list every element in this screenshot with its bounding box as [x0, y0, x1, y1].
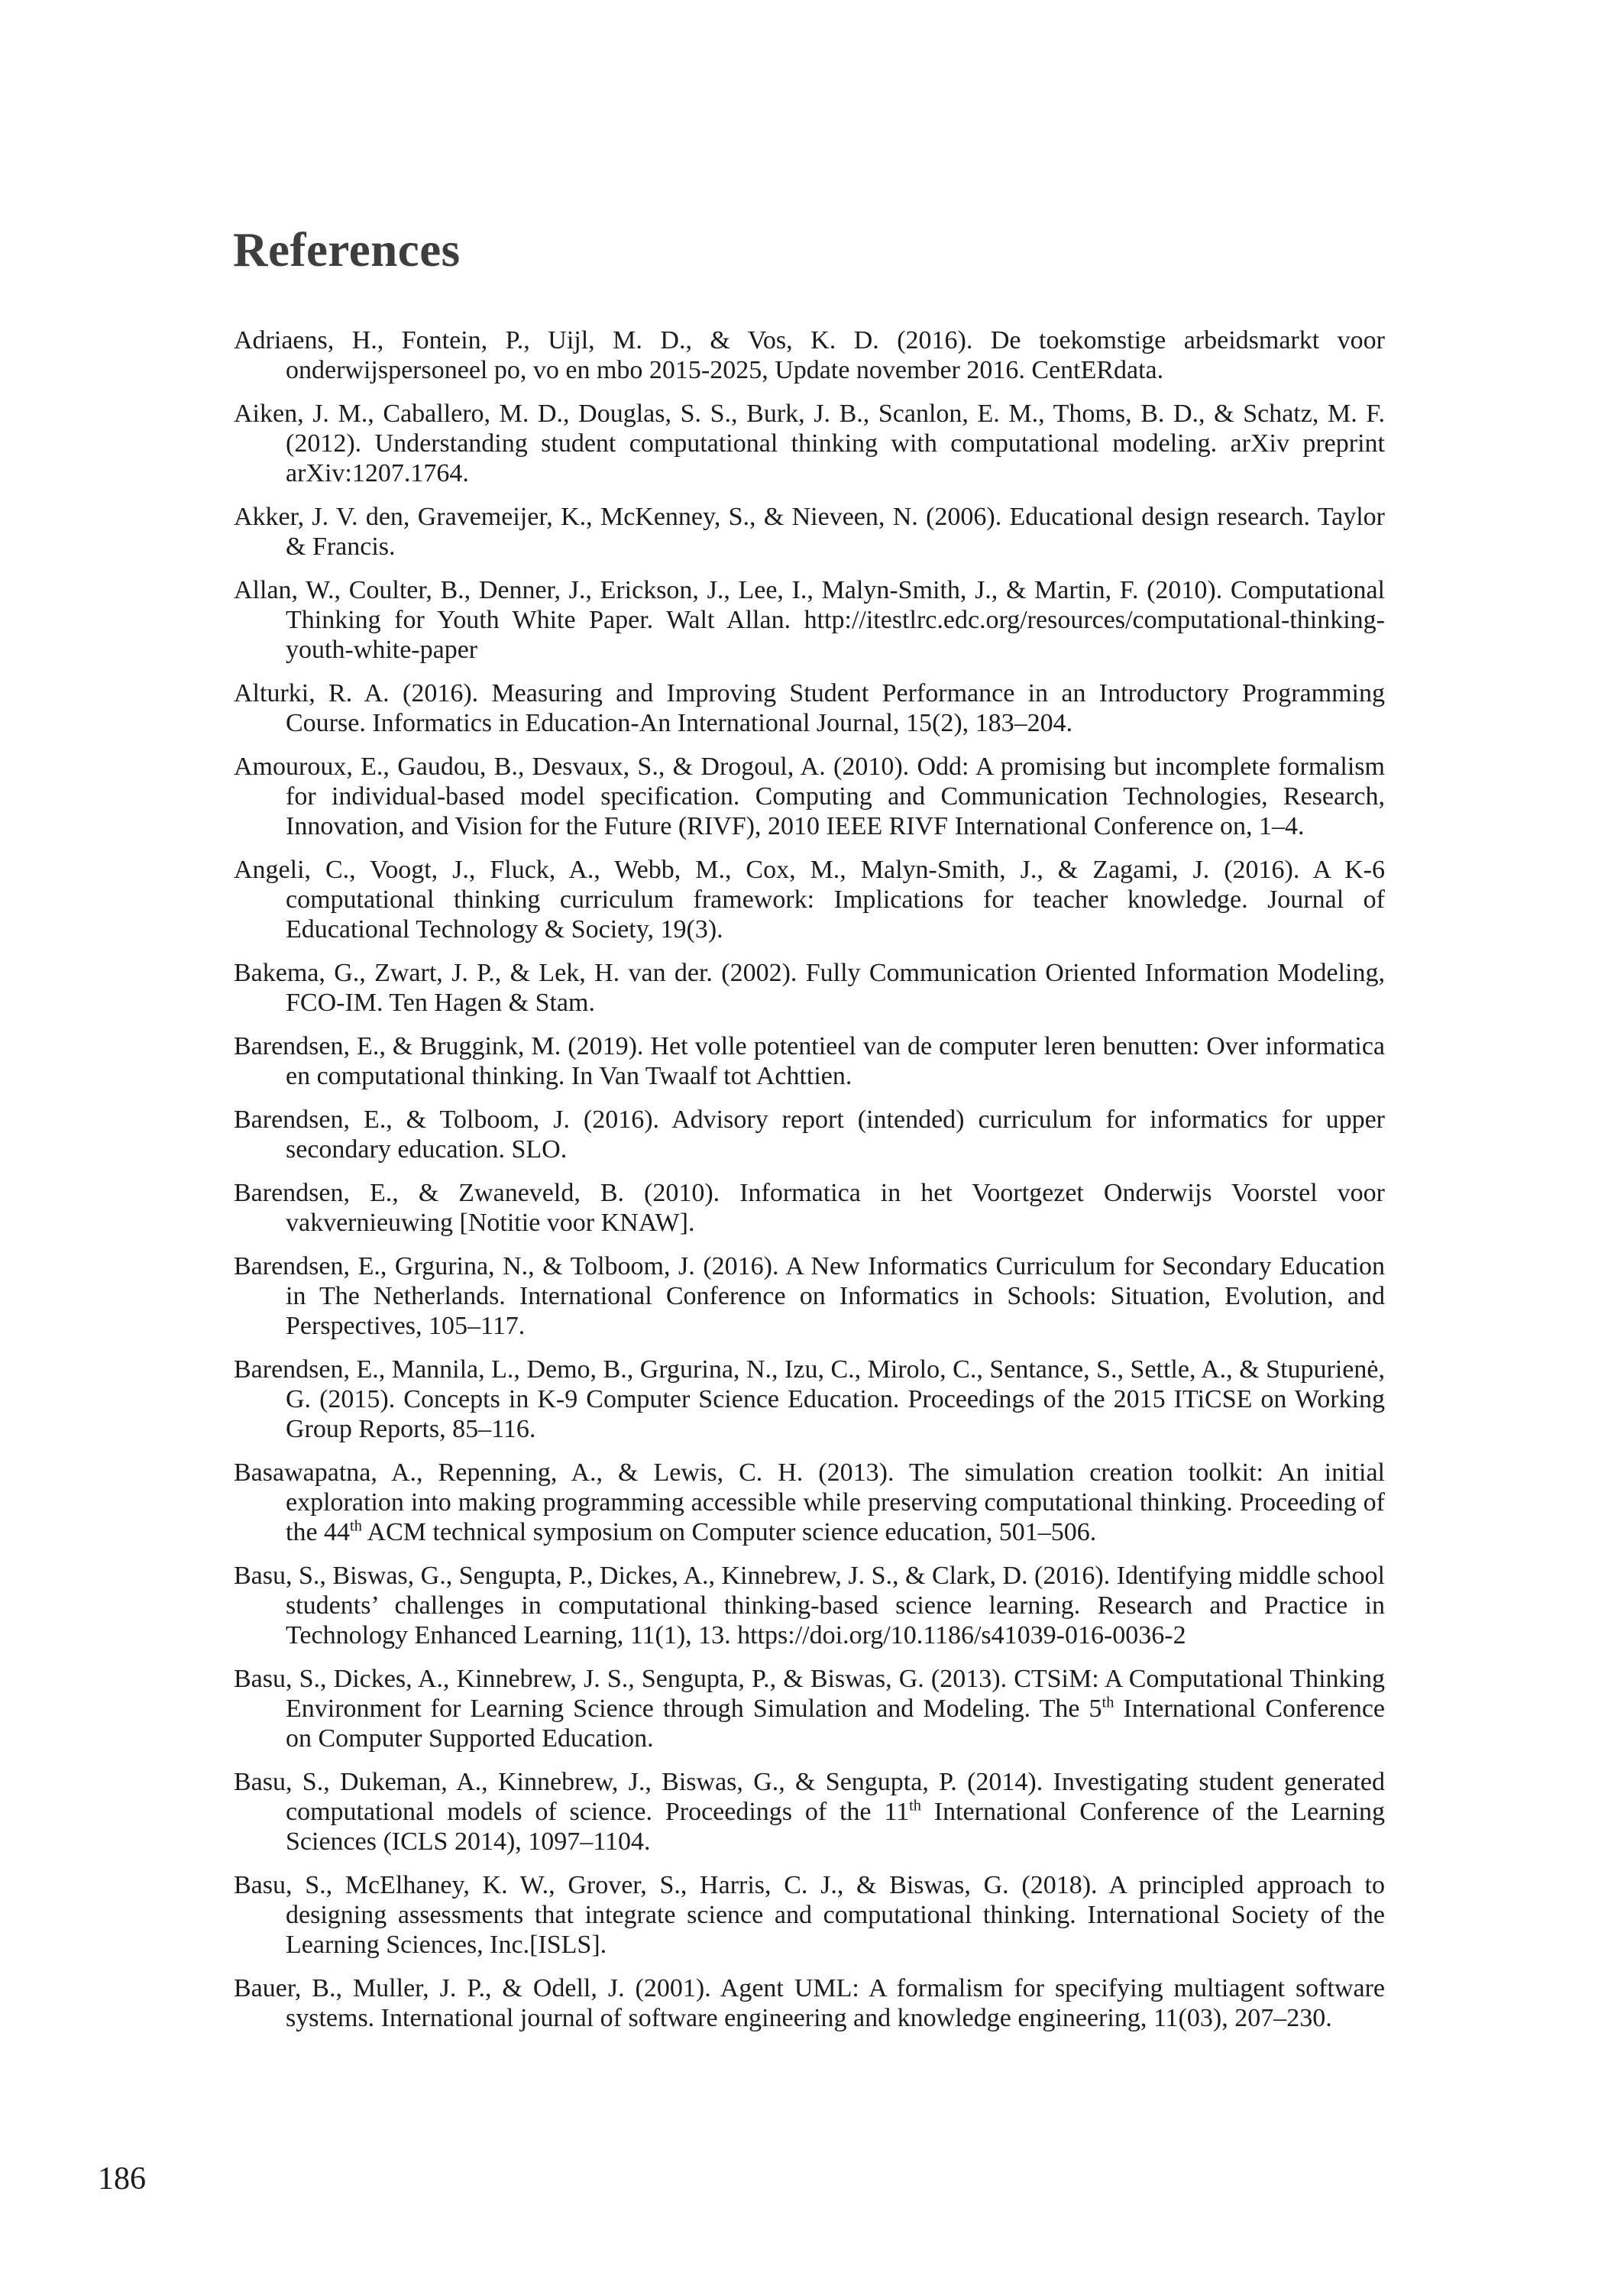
- reference-entry: Bauer, B., Muller, J. P., & Odell, J. (2001). Agent UML: A formalism for specifying multiagent software systems. International journal of software engineering and knowledge engineering, 11(03), 207–230.: [234, 1974, 1385, 2032]
- reference-entry: Barendsen, E., & Zwaneveld, B. (2010). Informatica in het Voortgezet Onderwijs Voorstel voor vakvernieuwing [Notitie voor KNAW].: [234, 1179, 1385, 1237]
- reference-entry: Basu, S., Biswas, G., Sengupta, P., Dickes, A., Kinnebrew, J. S., & Clark, D. (2016). Identifying middle school students’ challenges in computational thinking-based science learning. Research and Practice in Technology Enhanced Learning, 11(1), 13. https://doi.org/10.1186/s41039-016-0036-2: [234, 1562, 1385, 1649]
- reference-entry: Bakema, G., Zwart, J. P., & Lek, H. van der. (2002). Fully Communication Oriented Information Modeling, FCO-IM. Ten Hagen & Stam.: [234, 959, 1385, 1017]
- reference-entry: Akker, J. V. den, Gravemeijer, K., McKenney, S., & Nieveen, N. (2006). Educational design research. Taylor & Francis.: [234, 503, 1385, 561]
- ordinal-superscript: th: [350, 1517, 362, 1535]
- page-number: 186: [98, 2161, 146, 2196]
- ordinal-superscript: th: [1102, 1694, 1114, 1711]
- reference-entry: Aiken, J. M., Caballero, M. D., Douglas, S. S., Burk, J. B., Scanlon, E. M., Thoms, B. D., & Schatz, M. F. (2012). Understanding student computational thinking with computational modeling. arXiv preprint arXiv:1207.1764.: [234, 400, 1385, 487]
- reference-text: International Conference of the Learning Sciences (ICLS 2014), 1097–1104.: [286, 1798, 1385, 1856]
- reference-text: ACM technical symposium on Computer science education, 501–506.: [361, 1518, 1097, 1546]
- reference-entry: Barendsen, E., & Tolboom, J. (2016). Advisory report (intended) curriculum for informatics for upper secondary education. SLO.: [234, 1106, 1385, 1164]
- reference-entry: [234, 1664, 1385, 1753]
- reference-text: Basu, S., Dickes, A., Kinnebrew, J. S., Sengupta, P., & Biswas, G. (2013). CTSiM: A Computational Thinking Environment for Learning Science through Simulation and Modeling. The 5: [234, 1665, 1385, 1723]
- reference-entry: Angeli, C., Voogt, J., Fluck, A., Webb, M., Cox, M., Malyn-Smith, J., & Zagami, J. (2016). A K-6 computational thinking curriculum framework: Implications for teacher knowledge. Journal of Educational Technology & Society, 19(3).: [234, 856, 1385, 944]
- reference-entry: Barendsen, E., Grgurina, N., & Tolboom, J. (2016). A New Informatics Curriculum for Secondary Education in The Netherlands. International Conference on Informatics in Schools: Situation, Evolution, and Perspectives, 105–117.: [234, 1252, 1385, 1340]
- reference-list: [234, 325, 1385, 2047]
- reference-entry: Allan, W., Coulter, B., Denner, J., Erickson, J., Lee, I., Malyn-Smith, J., & Martin, F. (2010). Computational Thinking for Youth White Paper. Walt Allan. http://itestlrc.edc.org/resources/computational-thinking-youth-white-paper: [234, 576, 1385, 664]
- reference-text: Basu, S., Dukeman, A., Kinnebrew, J., Biswas, G., & Sengupta, P. (2014). Investigating student generated computational models of science. Proceedings of the 11: [234, 1768, 1385, 1826]
- reference-entry: Alturki, R. A. (2016). Measuring and Improving Student Performance in an Introductory Programming Course. Informatics in Education-An International Journal, 15(2), 183–204.: [234, 679, 1385, 737]
- reference-entry: Barendsen, E., Mannila, L., Demo, B., Grgurina, N., Izu, C., Mirolo, C., Sentance, S., Settle, A., & Stupurienė, G. (2015). Concepts in K-9 Computer Science Education. Proceedings of the 2015 ITiCSE on Working Group Reports, 85–116.: [234, 1355, 1385, 1443]
- reference-entry: Basu, S., McElhaney, K. W., Grover, S., Harris, C. J., & Biswas, G. (2018). A principled approach to designing assessments that integrate science and computational thinking. International Society of the Learning Sciences, Inc.[ISLS].: [234, 1871, 1385, 1959]
- ordinal-superscript: th: [909, 1797, 921, 1814]
- page-title: References: [233, 223, 461, 277]
- reference-entry: [234, 1767, 1385, 1857]
- reference-text: International Conference on Computer Supported Education.: [286, 1695, 1386, 1753]
- reference-entry: Adriaens, H., Fontein, P., Uijl, M. D., & Vos, K. D. (2016). De toekomstige arbeidsmarkt voor onderwijspersoneel po, vo en mbo 2015-2025, Update november 2016. CentERdata.: [234, 326, 1385, 384]
- reference-text: Basawapatna, A., Repenning, A., & Lewis, C. H. (2013). The simulation creation toolkit: An initial exploration into making programming accessible while preserving computational thinking. Proceeding of the 44: [234, 1458, 1385, 1546]
- reference-entry: [234, 1458, 1385, 1547]
- reference-entry: Amouroux, E., Gaudou, B., Desvaux, S., & Drogoul, A. (2010). Odd: A promising but incomplete formalism for individual-based model specification. Computing and Communication Technologies, Research, Innovation, and Vision for the Future (RIVF), 2010 IEEE RIVF International Conference on, 1–4.: [234, 753, 1385, 840]
- reference-entry: Barendsen, E., & Bruggink, M. (2019). Het volle potentieel van de computer leren benutten: Over informatica en computational thinking. In Van Twaalf tot Achttien.: [234, 1032, 1385, 1090]
